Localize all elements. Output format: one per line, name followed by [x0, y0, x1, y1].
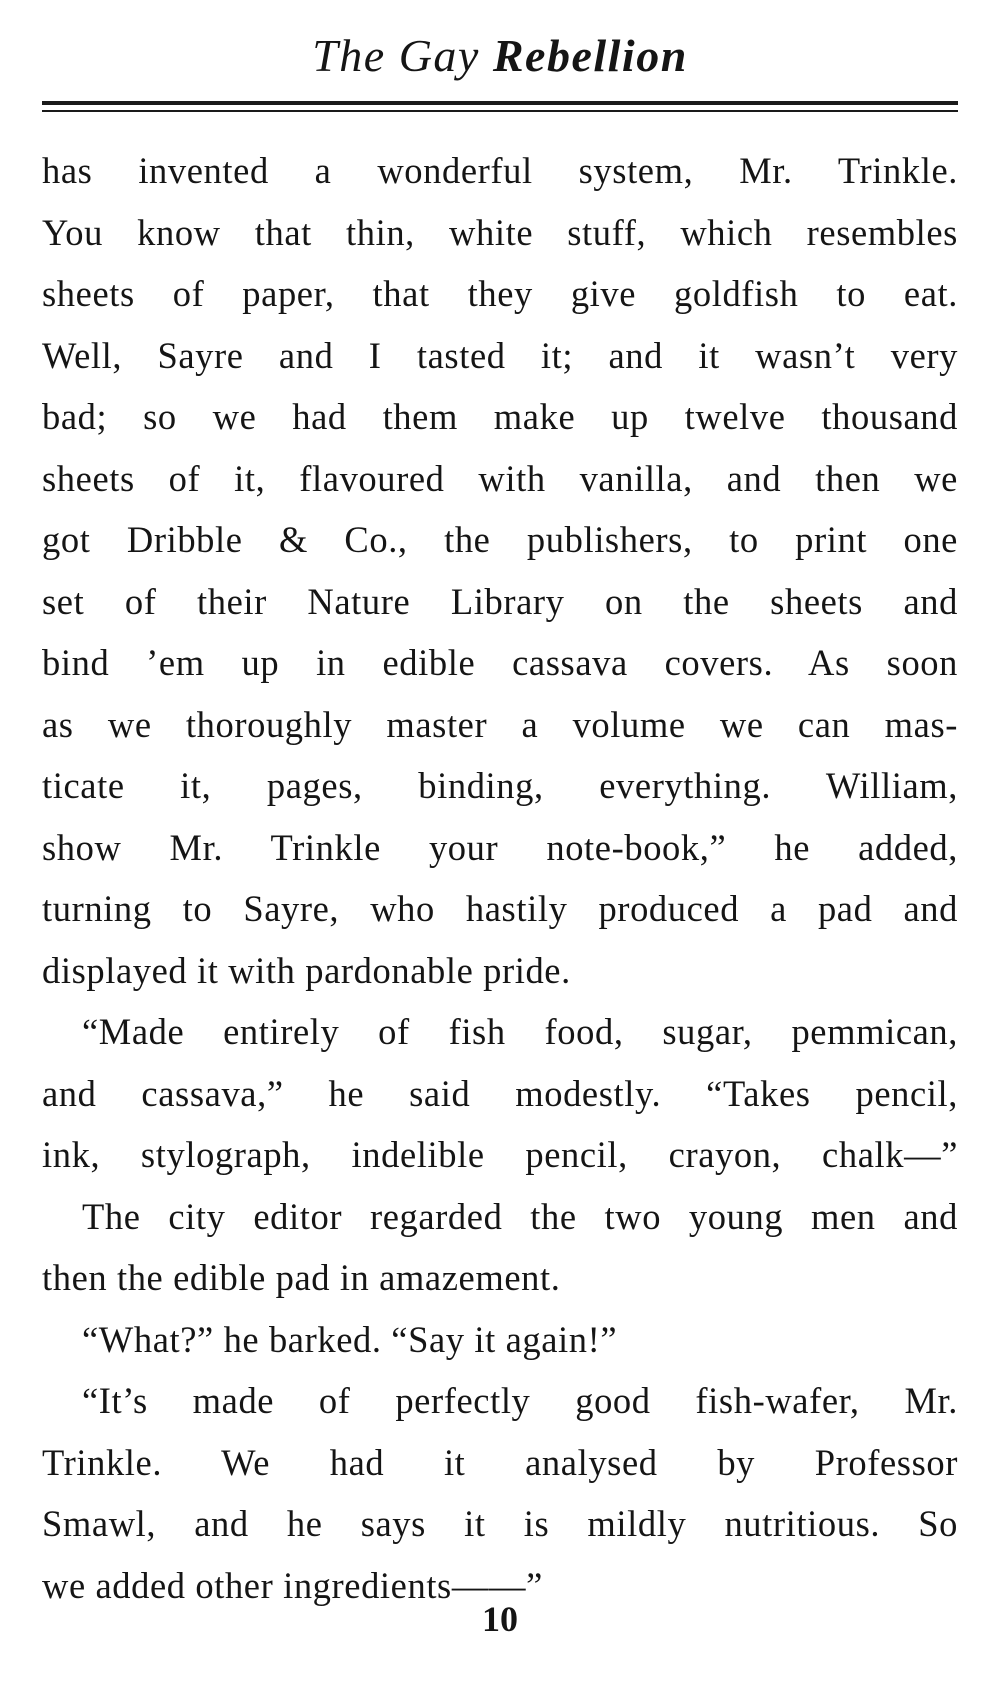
- text-line: turning to Sayre, who hastily produced a pad and: [42, 888, 958, 929]
- text-line: “What?” he barked. “Say it again!”: [82, 1318, 618, 1360]
- page-number: 10: [482, 1599, 518, 1639]
- text-line: Smawl, and he says it is mildly nutritious. So: [42, 1503, 958, 1544]
- text-line: sheets of paper, that they give goldfish to eat.: [42, 273, 958, 314]
- text-line: show Mr. Trinkle your note-book,” he added,: [42, 826, 958, 868]
- running-head-title-bold: Rebellion: [492, 30, 688, 81]
- text-line: The city editor regarded the two young men and: [82, 1195, 958, 1237]
- text-line: “Made entirely of fish food, sugar, pemmican,: [82, 1011, 958, 1052]
- text-line: then the edible pad in amazement.: [42, 1257, 561, 1298]
- text-line: we added other ingredients——”: [42, 1564, 543, 1606]
- text-line: ticate it, pages, binding, everything. William,: [42, 765, 958, 806]
- text-line: bad; so we had them make up twelve thousand: [42, 396, 958, 437]
- header-rule-thin: [42, 110, 958, 112]
- text-line: sheets of it, flavoured with vanilla, and then we: [42, 457, 958, 499]
- text-line: Well, Sayre and I tasted it; and it wasn’t very: [42, 334, 958, 376]
- text-line: as we thoroughly master a volume we can mas-: [42, 703, 958, 745]
- text-line: has invented a wonderful system, Mr. Trinkle.: [42, 150, 958, 191]
- running-head-title: The Gay: [312, 30, 493, 81]
- text-line: You know that thin, white stuff, which resembles: [42, 211, 958, 253]
- text-line: set of their Nature Library on the sheets and: [42, 580, 958, 622]
- text-line: “It’s made of perfectly good fish-wafer, Mr.: [82, 1380, 958, 1421]
- text-line: bind ’em up in edible cassava covers. As soon: [42, 642, 958, 683]
- text-line: ink, stylograph, indelible pencil, crayon, chalk—”: [42, 1134, 958, 1175]
- running-head: [0, 28, 1000, 84]
- header-rule-thick: [42, 101, 958, 105]
- text-line: got Dribble & Co., the publishers, to print one: [42, 519, 958, 560]
- text-line: and cassava,” he said modestly. “Takes pencil,: [42, 1072, 958, 1114]
- text-line: displayed it with pardonable pride.: [42, 949, 571, 991]
- body-text: [42, 140, 958, 1616]
- text-line: Trinkle. We had it analysed by Professor: [42, 1441, 958, 1483]
